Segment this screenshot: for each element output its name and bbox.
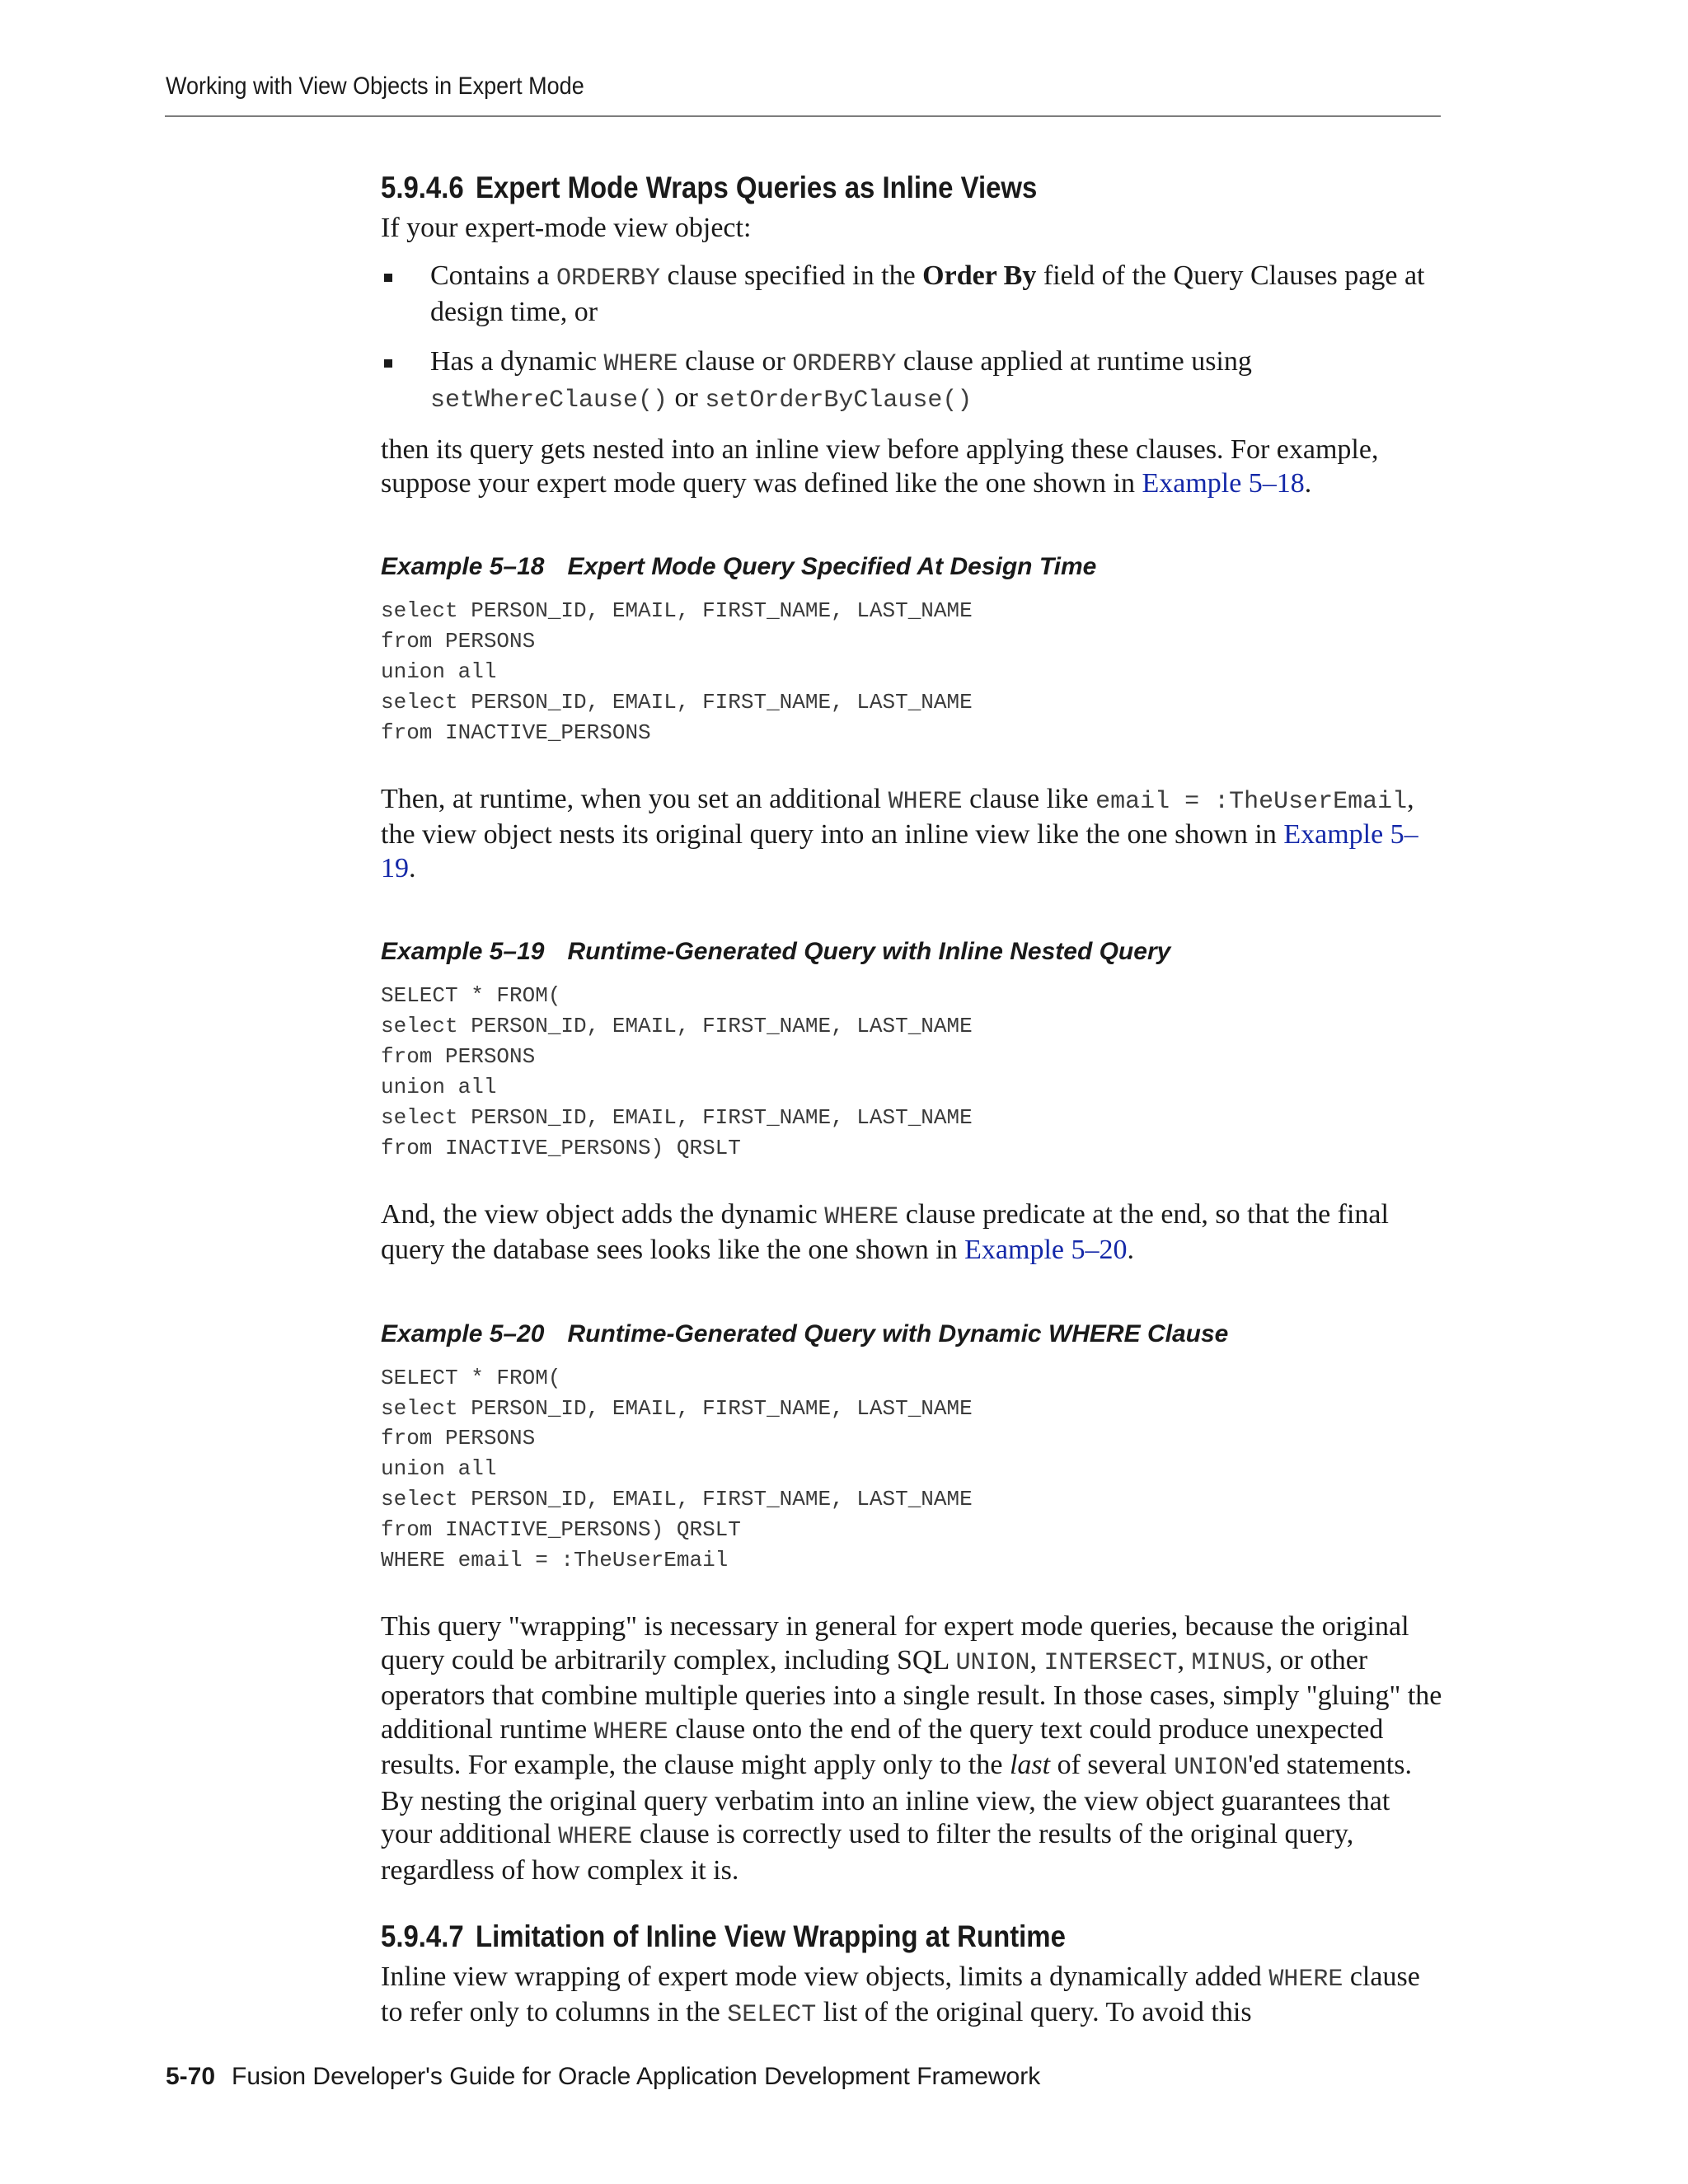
list-item: Has a dynamic WHERE clause or ORDERBY clause applied at runtime using setWhereClause() or setOrderByClause() (381, 345, 1444, 417)
example-label: Example 5–20 (381, 1319, 545, 1347)
example-title: Example 5–20 Runtime-Generated Query with Dynamic WHERE Clause (381, 1319, 1229, 1347)
body-paragraph: Then, at runtime, when you set an additional WHERE clause like email = :TheUserEmail, the view object nests its original query into an inline view like the one shown in Example 5–19. (381, 783, 1418, 883)
example-link[interactable]: Example 5–18 (1142, 467, 1305, 499)
code-block: select PERSON_ID, EMAIL, FIRST_NAME, LAST_NAME from PERSONS union all select PERSON_ID, EMAIL, FIRST_NAME, LAST_NAME from INACTIVE_PERSONS (381, 598, 973, 745)
section-number: 5.9.4.7 (381, 1919, 464, 1953)
example-title: Example 5–19 Runtime-Generated Query with Inline Nested Query (381, 938, 1171, 966)
body-paragraph: And, the view object adds the dynamic WHERE clause predicate at the end, so that the final query the database sees looks like the one shown in Example 5–20. (381, 1198, 1389, 1266)
example-label: Example 5–18 (381, 553, 545, 581)
running-header: Working with View Objects in Expert Mode (166, 73, 584, 100)
intro-paragraph: If your expert-mode view object: (381, 212, 752, 243)
example-link[interactable]: Example 5–19 (381, 819, 1418, 883)
section-heading (381, 1920, 1327, 1954)
section-heading (381, 171, 1327, 205)
example-link[interactable]: Example 5–20 (964, 1235, 1128, 1266)
bullet-icon (384, 274, 392, 282)
code-block: SELECT * FROM( select PERSON_ID, EMAIL, FIRST_NAME, LAST_NAME from PERSONS union all select PERSON_ID, EMAIL, FIRST_NAME, LAST_NAME from INACTIVE_PERSONS) QRSLT (381, 983, 973, 1160)
page-content (381, 171, 1444, 2032)
header-divider (165, 115, 1441, 117)
page-footer (166, 2063, 1040, 2091)
list-item: Contains a ORDERBY clause specified in the Order By field of the Query Clauses page at design time, or (381, 260, 1444, 329)
bullet-icon (384, 359, 392, 368)
body-paragraph: then its query gets nested into an inline view before applying these clauses. For example, suppose your expert mode query was defined like the one shown in Example 5–18. (381, 434, 1379, 499)
section-title: Limitation of Inline View Wrapping at Runtime (475, 1919, 1066, 1953)
body-paragraph: This query "wrapping" is necessary in general for expert mode queries, because the original query could be arbitrarily complex, including SQL UNION, INTERSECT, MINUS, or other operators that combine multiple queries into a single result. In those cases, simply "gluing" the additional runtime WHERE clause onto the end of the query text could produce unexpected results. For example, the clause might apply only to the last of several UNION'ed statements. By nesting the original query verbatim into an inline view, the view object guarantees that your additional WHERE clause is correctly used to filter the results of the original query, regardless of how complex it is. (381, 1611, 1442, 1886)
example-title: Example 5–18 Expert Mode Query Specified At Design Time (381, 553, 1097, 581)
section-title: Expert Mode Wraps Queries as Inline Views (475, 171, 1038, 204)
body-paragraph: Inline view wrapping of expert mode view objects, limits a dynamically added WHERE clause to refer only to columns in the SELECT list of the original query. To avoid this (381, 1961, 1420, 2030)
section-number: 5.9.4.6 (381, 171, 464, 204)
code-block: SELECT * FROM( select PERSON_ID, EMAIL, FIRST_NAME, LAST_NAME from PERSONS union all select PERSON_ID, EMAIL, FIRST_NAME, LAST_NAME from INACTIVE_PERSONS) QRSLT WHERE email = :TheUserEmail (381, 1365, 973, 1573)
example-label: Example 5–19 (381, 938, 545, 966)
bullet-list (381, 260, 1444, 417)
page-number: 5-70 (166, 2063, 216, 2090)
book-title: Fusion Developer's Guide for Oracle Application Development Framework (232, 2063, 1041, 2090)
